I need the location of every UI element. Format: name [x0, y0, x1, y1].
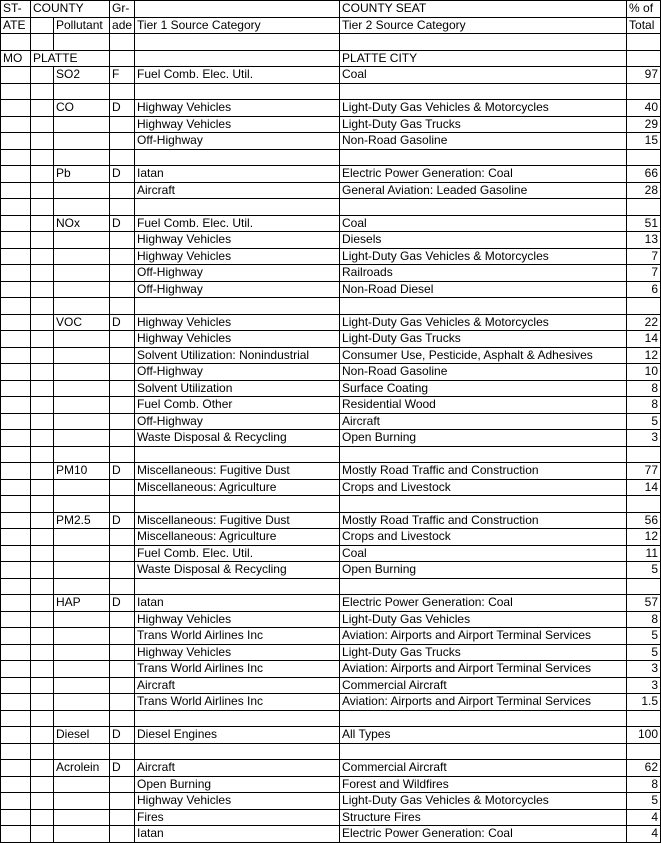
header-state-bottom: ATE: [1, 17, 31, 34]
tier2-cell: Light-Duty Gas Vehicles & Motorcycles: [340, 793, 627, 810]
table-row: [1, 331, 661, 348]
spacer-row: [1, 149, 661, 166]
tier1-cell: Highway Vehicles: [135, 331, 340, 348]
header-county-top: COUNTY: [31, 1, 110, 18]
header-county-seat: COUNTY SEAT: [340, 1, 627, 18]
spacer-row: [1, 710, 661, 727]
grade-cell: D: [110, 595, 135, 612]
table-row: [1, 793, 661, 810]
tier2-cell: Surface Coating: [340, 380, 627, 397]
percent-cell: 6: [627, 281, 661, 298]
tier2-cell: Aviation: Airports and Airport Terminal Services: [340, 628, 627, 645]
grade-cell: D: [110, 314, 135, 331]
tier1-cell: Iatan: [135, 595, 340, 612]
header-row-2: [1, 17, 661, 34]
tier1-cell: Aircraft: [135, 677, 340, 694]
percent-cell: 1.5: [627, 694, 661, 711]
tier2-cell: Open Burning: [340, 562, 627, 579]
tier1-cell: Highway Vehicles: [135, 611, 340, 628]
tier1-cell: Fuel Comb. Elec. Util.: [135, 545, 340, 562]
table-row: [1, 826, 661, 843]
tier1-cell: Solvent Utilization: [135, 380, 340, 397]
tier1-cell: Miscellaneous: Fugitive Dust: [135, 512, 340, 529]
table-row: [1, 562, 661, 579]
tier1-cell: Off-Highway: [135, 133, 340, 150]
tier2-cell: Residential Wood: [340, 397, 627, 414]
tier1-cell: Trans World Airlines Inc: [135, 628, 340, 645]
tier2-cell: Light-Duty Gas Vehicles: [340, 611, 627, 628]
table-row: [1, 661, 661, 678]
percent-cell: 51: [627, 215, 661, 232]
percent-cell: 5: [627, 793, 661, 810]
tier2-cell: Non-Road Gasoline: [340, 364, 627, 381]
tier1-cell: Waste Disposal & Recycling: [135, 430, 340, 447]
percent-cell: 22: [627, 314, 661, 331]
pollutant-cell: CO: [54, 100, 110, 117]
tier1-cell: Highway Vehicles: [135, 100, 340, 117]
tier1-cell: Aircraft: [135, 760, 340, 777]
header-county-bottom: [31, 17, 54, 34]
percent-cell: 7: [627, 248, 661, 265]
percent-cell: 12: [627, 529, 661, 546]
percent-cell: 100: [627, 727, 661, 744]
pollutant-cell: HAP: [54, 595, 110, 612]
table-row: [1, 644, 661, 661]
tier2-cell: Non-Road Diesel: [340, 281, 627, 298]
tier2-cell: Light-Duty Gas Vehicles & Motorcycles: [340, 248, 627, 265]
spacer-row: [1, 298, 661, 315]
table-row: [1, 100, 661, 117]
pollutant-cell: Pb: [54, 166, 110, 183]
tier2-cell: Electric Power Generation: Coal: [340, 166, 627, 183]
percent-cell: 4: [627, 809, 661, 826]
spacer-row: [1, 83, 661, 100]
percent-cell: 5: [627, 628, 661, 645]
tier1-cell: Miscellaneous: Fugitive Dust: [135, 463, 340, 480]
tier2-cell: Light-Duty Gas Vehicles & Motorcycles: [340, 314, 627, 331]
tier2-cell: Structure Fires: [340, 809, 627, 826]
tier1-cell: Off-Highway: [135, 364, 340, 381]
table-row: [1, 545, 661, 562]
header-state-top: ST-: [1, 1, 31, 18]
table-row: [1, 281, 661, 298]
tier2-cell: Mostly Road Traffic and Construction: [340, 463, 627, 480]
tier1-cell: Highway Vehicles: [135, 116, 340, 133]
header-percent-bottom: Total: [627, 17, 661, 34]
tier2-cell: Railroads: [340, 265, 627, 282]
table-row: [1, 314, 661, 331]
table-row: [1, 809, 661, 826]
tier2-cell: Forest and Wildfires: [340, 776, 627, 793]
spacer-row: [1, 743, 661, 760]
tier2-cell: Crops and Livestock: [340, 529, 627, 546]
state-cell: MO: [1, 50, 31, 67]
tier2-cell: Light-Duty Gas Trucks: [340, 644, 627, 661]
table-row: [1, 512, 661, 529]
spacer-row: [1, 496, 661, 513]
table-row: [1, 628, 661, 645]
grade-cell: D: [110, 512, 135, 529]
tier1-cell: Highway Vehicles: [135, 248, 340, 265]
location-row: [1, 50, 661, 67]
table-row: [1, 760, 661, 777]
table-row: [1, 265, 661, 282]
pollutant-cell: PM10: [54, 463, 110, 480]
grade-cell: D: [110, 463, 135, 480]
tier1-cell: Trans World Airlines Inc: [135, 661, 340, 678]
spacer-row: [1, 446, 661, 463]
percent-cell: 40: [627, 100, 661, 117]
tier1-cell: Off-Highway: [135, 413, 340, 430]
percent-cell: 3: [627, 677, 661, 694]
percent-cell: 15: [627, 133, 661, 150]
tier2-cell: Aviation: Airports and Airport Terminal Services: [340, 661, 627, 678]
pollutant-cell: Diesel: [54, 727, 110, 744]
tier1-cell: Fuel Comb. Elec. Util.: [135, 215, 340, 232]
county-seat-cell: PLATTE CITY: [340, 50, 627, 67]
table-row: [1, 248, 661, 265]
pollutant-cell: VOC: [54, 314, 110, 331]
percent-cell: 5: [627, 644, 661, 661]
percent-cell: 77: [627, 463, 661, 480]
tier1-cell: Trans World Airlines Inc: [135, 694, 340, 711]
table-row: [1, 677, 661, 694]
percent-cell: 29: [627, 116, 661, 133]
spacer-row: [1, 199, 661, 216]
header-percent-top: % of: [627, 1, 661, 18]
percent-cell: 57: [627, 595, 661, 612]
tier2-cell: Light-Duty Gas Trucks: [340, 116, 627, 133]
table-row: [1, 347, 661, 364]
percent-cell: 14: [627, 331, 661, 348]
grade-cell: F: [110, 67, 135, 84]
tier2-cell: Electric Power Generation: Coal: [340, 826, 627, 843]
table-row: [1, 611, 661, 628]
table-row: [1, 479, 661, 496]
grade-cell: D: [110, 727, 135, 744]
tier1-cell: Fuel Comb. Other: [135, 397, 340, 414]
percent-cell: 8: [627, 611, 661, 628]
percent-cell: 12: [627, 347, 661, 364]
percent-cell: 8: [627, 397, 661, 414]
tier1-cell: Aircraft: [135, 182, 340, 199]
table-row: [1, 776, 661, 793]
tier2-cell: All Types: [340, 727, 627, 744]
tier1-cell: Waste Disposal & Recycling: [135, 562, 340, 579]
table-row: [1, 364, 661, 381]
tier1-cell: Iatan: [135, 166, 340, 183]
tier2-cell: Aviation: Airports and Airport Terminal Services: [340, 694, 627, 711]
tier2-cell: Coal: [340, 67, 627, 84]
spacer-row: [1, 578, 661, 595]
tier1-cell: Highway Vehicles: [135, 793, 340, 810]
county-cell: PLATTE: [31, 50, 110, 67]
table-row: [1, 166, 661, 183]
percent-cell: 5: [627, 413, 661, 430]
grade-cell: D: [110, 100, 135, 117]
tier1-cell: Miscellaneous: Agriculture: [135, 479, 340, 496]
pollutant-cell: SO2: [54, 67, 110, 84]
percent-cell: 14: [627, 479, 661, 496]
tier2-cell: Coal: [340, 545, 627, 562]
percent-cell: 4: [627, 826, 661, 843]
table-row: [1, 397, 661, 414]
table-row: [1, 463, 661, 480]
tier2-cell: Diesels: [340, 232, 627, 249]
table-row: [1, 215, 661, 232]
percent-cell: 11: [627, 545, 661, 562]
header-grade-top: Gr-: [110, 1, 135, 18]
tier1-cell: Highway Vehicles: [135, 314, 340, 331]
table-row: [1, 694, 661, 711]
table-row: [1, 529, 661, 546]
tier1-cell: Highway Vehicles: [135, 644, 340, 661]
percent-cell: 97: [627, 67, 661, 84]
tier1-cell: Iatan: [135, 826, 340, 843]
tier1-cell: Fires: [135, 809, 340, 826]
table-row: [1, 133, 661, 150]
spacer-row: [1, 34, 661, 51]
percent-cell: 28: [627, 182, 661, 199]
tier2-cell: Electric Power Generation: Coal: [340, 595, 627, 612]
percent-cell: 3: [627, 430, 661, 447]
tier2-cell: Light-Duty Gas Vehicles & Motorcycles: [340, 100, 627, 117]
tier1-cell: Diesel Engines: [135, 727, 340, 744]
tier2-cell: General Aviation: Leaded Gasoline: [340, 182, 627, 199]
pollutant-cell: NOx: [54, 215, 110, 232]
tier2-cell: Coal: [340, 215, 627, 232]
percent-cell: 13: [627, 232, 661, 249]
table-row: [1, 116, 661, 133]
table-row: [1, 430, 661, 447]
header-tier2: Tier 2 Source Category: [340, 17, 627, 34]
grade-cell: D: [110, 760, 135, 777]
pollutant-cell: PM2.5: [54, 512, 110, 529]
grade-cell: D: [110, 166, 135, 183]
table-row: [1, 182, 661, 199]
pollutant-cell: Acrolein: [54, 760, 110, 777]
table-row: [1, 413, 661, 430]
header-tier1: Tier 1 Source Category: [135, 17, 340, 34]
percent-cell: 10: [627, 364, 661, 381]
table-row: [1, 727, 661, 744]
percent-cell: 5: [627, 562, 661, 579]
table-row: [1, 67, 661, 84]
percent-cell: 8: [627, 776, 661, 793]
tier1-cell: Fuel Comb. Elec. Util.: [135, 67, 340, 84]
header-row-1: [1, 1, 661, 18]
tier2-cell: Commercial Aircraft: [340, 677, 627, 694]
percent-cell: 66: [627, 166, 661, 183]
tier2-cell: Commercial Aircraft: [340, 760, 627, 777]
tier2-cell: Consumer Use, Pesticide, Asphalt & Adhesives: [340, 347, 627, 364]
grade-cell: D: [110, 215, 135, 232]
percent-cell: 7: [627, 265, 661, 282]
tier2-cell: Light-Duty Gas Trucks: [340, 331, 627, 348]
tier1-cell: Miscellaneous: Agriculture: [135, 529, 340, 546]
tier1-cell: Off-Highway: [135, 281, 340, 298]
header-tier1-top: [135, 1, 340, 18]
tier1-cell: Highway Vehicles: [135, 232, 340, 249]
tier1-cell: Open Burning: [135, 776, 340, 793]
tier2-cell: Open Burning: [340, 430, 627, 447]
percent-cell: 62: [627, 760, 661, 777]
tier2-cell: Non-Road Gasoline: [340, 133, 627, 150]
table-row: [1, 232, 661, 249]
percent-cell: 56: [627, 512, 661, 529]
tier1-cell: Solvent Utilization: Nonindustrial: [135, 347, 340, 364]
tier1-cell: Off-Highway: [135, 265, 340, 282]
percent-cell: 8: [627, 380, 661, 397]
tier2-cell: Crops and Livestock: [340, 479, 627, 496]
table-row: [1, 595, 661, 612]
table-row: [1, 380, 661, 397]
percent-cell: 3: [627, 661, 661, 678]
header-pollutant: Pollutant: [54, 17, 110, 34]
tier2-cell: Mostly Road Traffic and Construction: [340, 512, 627, 529]
header-grade-bottom: ade: [110, 17, 135, 34]
tier2-cell: Aircraft: [340, 413, 627, 430]
